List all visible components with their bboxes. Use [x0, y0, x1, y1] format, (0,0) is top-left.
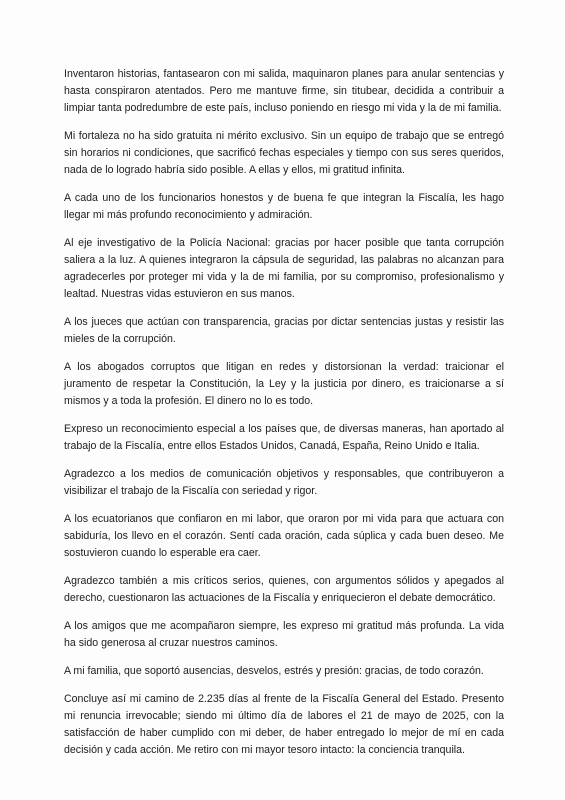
paragraph-9: A los ecuatorianos que confiaron en mi labor, que oraron por mi vida para que actuara con sabiduría, los llevo en el corazón. Sentí cada oración, cada súplica y cada buen deseo. Me sostuvieron cuando lo esperable era caer.: [64, 513, 504, 559]
paragraph-3: A cada uno de los funcionarios honestos y de buena fe que integran la Fiscalía, les hago llegar mi más profundo reconocimiento y admiración.: [64, 192, 504, 221]
paragraph-7: Expreso un reconocimiento especial a los países que, de diversas maneras, han aportado al trabajo de la Fiscalía, entre ellos Estados Unidos, Canadá, España, Reino Unido e Italia.: [64, 423, 504, 452]
paragraph-10: Agradezco también a mis críticos serios, quienes, con argumentos sólidos y apegados al derecho, cuestionaron las actuaciones de la Fiscalía y enriquecieron el debate democrático.: [64, 575, 504, 604]
paragraph-13: Concluye así mi camino de 2.235 días al frente de la Fiscalía General del Estado. Presento mi renuncia irrevocable; siendo mi último día de labores el 21 de mayo de 2025, con la satisfacción de haber cumplido con mi deber, de haber entregado lo mejor de mí en cada decisión y cada acción. Me retiro con mi mayor tesoro intacto: la conciencia tranquila.: [64, 693, 504, 756]
paragraph-8: Agradezco a los medios de comunicación objetivos y responsables, que contribuyeron a visibilizar el trabajo de la Fiscalía con seriedad y rigor.: [64, 468, 504, 497]
paragraph-2: Mi fortaleza no ha sido gratuita ni mérito exclusivo. Sin un equipo de trabajo que se entregó sin horarios ni condiciones, que sacrificó fechas especiales y tiempo con sus seres queridos, nada de lo logrado habría sido posible. A ellas y ellos, mi gratitud infinita.: [64, 130, 504, 176]
paragraph-5: A los jueces que actúan con transparencia, gracias por dictar sentencias justas y resistir las mieles de la corrupción.: [64, 316, 504, 345]
paragraph-6: A los abogados corruptos que litigan en redes y distorsionan la verdad: traicionar el juramento de respetar la Constitución, la Ley y la justicia por dinero, es traicionarse a sí mismos y a toda la profesión. El dinero no lo es todo.: [64, 361, 504, 407]
paragraph-11: A los amigos que me acompañaron siempre, les expreso mi gratitud más profunda. La vida ha sido generosa al cruzar nuestros caminos.: [64, 620, 504, 649]
paragraph-12: A mi familia, que soportó ausencias, desvelos, estrés y presión: gracias, de todo corazón.: [64, 665, 484, 677]
paragraph-1: Inventaron historias, fantasearon con mi salida, maquinaron planes para anular sentencias y hasta conspiraron atentados. Pero me mantuve firme, sin titubear, decidida a contribuir a limpiar tanta podredumbre de este país, incluso poniendo en riesgo mi vida y la de mi familia.: [64, 68, 504, 114]
paragraph-4: Al eje investigativo de la Policía Nacional: gracias por hacer posible que tanta corrupción saliera a la luz. A quienes integraron la cápsula de seguridad, las palabras no alcanzan para agradecerles por proteger mi vida y la de mi familia, por su compromiso, profesionalismo y lealtad. Nuestras vidas estuvieron en sus manos.: [64, 237, 504, 300]
document-body: [64, 66, 504, 770]
